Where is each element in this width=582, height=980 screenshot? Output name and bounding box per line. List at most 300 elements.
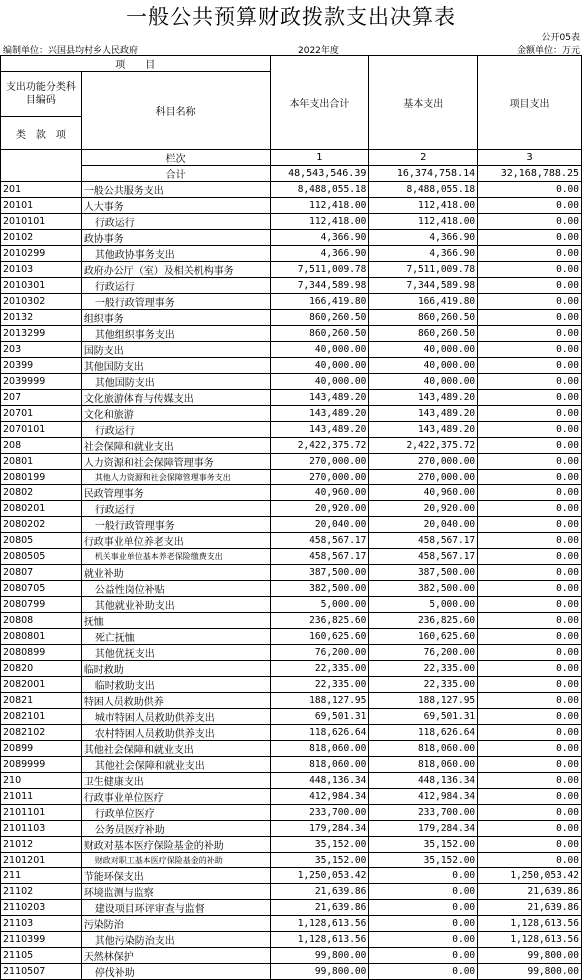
value-project-cell: 0.00 [478, 692, 582, 708]
name-cell: 国防支出 [81, 342, 270, 358]
value-project-cell: 0.00 [478, 501, 582, 517]
value-basic-cell: 40,960.00 [369, 485, 478, 501]
value-basic-cell: 860,260.50 [369, 326, 478, 342]
table-row [1, 820, 582, 836]
name-cell: 其他组织事务支出 [81, 326, 270, 342]
value-project-cell: 0.00 [478, 485, 582, 501]
table-row [1, 916, 582, 932]
value-total-cell: 143,489.20 [270, 406, 369, 422]
table-row [1, 310, 582, 326]
money-unit-label: 金额单位：万元 [516, 46, 580, 56]
item-group-header: 项 目 [1, 56, 271, 72]
code-cell: 20899 [1, 740, 82, 756]
type-label: 类 [15, 129, 26, 141]
name-cell: 人力资源和社会保障管理事务 [81, 454, 270, 470]
value-total-cell: 270,000.00 [270, 470, 369, 485]
table-row [1, 596, 582, 612]
value-basic-cell: 458,567.17 [369, 533, 478, 549]
value-project-cell: 0.00 [478, 708, 582, 724]
value-project-cell: 0.00 [478, 549, 582, 564]
value-project-cell: 0.00 [478, 612, 582, 628]
code-cell: 20701 [1, 406, 82, 422]
value-total-cell: 233,700.00 [270, 804, 369, 820]
name-cell: 特困人员救助供养 [81, 692, 270, 708]
year-label: 2022年度 [298, 46, 339, 56]
table-code: 公开05表 [541, 33, 580, 43]
table-row [1, 549, 582, 564]
value-basic-cell: 40,000.00 [369, 374, 478, 390]
name-cell: 人大事务 [81, 198, 270, 214]
value-total-cell: 1,250,053.42 [270, 868, 369, 884]
value-project-cell: 0.00 [478, 326, 582, 342]
value-project-cell: 0.00 [478, 406, 582, 422]
value-total-cell: 118,626.64 [270, 724, 369, 740]
value-basic-cell: 35,152.00 [369, 852, 478, 867]
value-total-cell: 387,500.00 [270, 564, 369, 580]
value-basic-cell: 270,000.00 [369, 470, 478, 485]
value-basic-cell: 35,152.00 [369, 836, 478, 852]
value-basic-cell: 412,984.34 [369, 788, 478, 804]
value-project-cell: 0.00 [478, 182, 582, 198]
value-total-cell: 22,335.00 [270, 660, 369, 676]
value-basic-cell: 2,422,375.72 [369, 438, 478, 454]
value-total-cell: 40,960.00 [270, 485, 369, 501]
table-row [1, 612, 582, 628]
value-total-cell: 818,060.00 [270, 756, 369, 772]
name-cell: 临时救助 [81, 660, 270, 676]
table-row [1, 900, 582, 916]
name-cell: 农村特困人员救助供养支出 [81, 724, 270, 740]
code-cell: 21102 [1, 884, 82, 900]
value-basic-cell: 818,060.00 [369, 756, 478, 772]
table-row [1, 262, 582, 278]
value-project-cell: 0.00 [478, 438, 582, 454]
value-basic-cell: 0.00 [369, 868, 478, 884]
value-basic-cell: 448,136.34 [369, 772, 478, 788]
table-row [1, 485, 582, 501]
table-row [1, 932, 582, 948]
code-cell: 2010101 [1, 214, 82, 230]
value-total-cell: 21,639.86 [270, 884, 369, 900]
name-cell: 一般行政管理事务 [81, 517, 270, 533]
code-cell: 2080202 [1, 517, 82, 533]
value-basic-cell: 40,000.00 [369, 342, 478, 358]
code-cell: 2089999 [1, 756, 82, 772]
table-row [1, 740, 582, 756]
value-total-cell: 4,366.90 [270, 246, 369, 262]
code-cell: 2013299 [1, 326, 82, 342]
table-row [1, 454, 582, 470]
table-row [1, 772, 582, 788]
value-total-cell: 20,920.00 [270, 501, 369, 517]
value-basic-cell: 160,625.60 [369, 628, 478, 644]
value-project-cell: 0.00 [478, 852, 582, 867]
value-project-cell: 0.00 [478, 676, 582, 692]
value-basic-cell: 860,260.50 [369, 310, 478, 326]
value-total-cell: 270,000.00 [270, 454, 369, 470]
table-row [1, 406, 582, 422]
table-row [1, 580, 582, 596]
value-total-cell: 4,366.90 [270, 230, 369, 246]
value-project-cell: 0.00 [478, 230, 582, 246]
name-cell: 民政管理事务 [81, 485, 270, 501]
value-project-cell: 0.00 [478, 788, 582, 804]
code-cell: 211 [1, 868, 82, 884]
name-cell: 组织事务 [81, 310, 270, 326]
value-total-cell: 179,284.34 [270, 820, 369, 836]
table-row [1, 852, 582, 867]
value-total-cell: 166,419.80 [270, 294, 369, 310]
code-cell: 2080801 [1, 628, 82, 644]
value-basic-cell: 22,335.00 [369, 676, 478, 692]
value-total-cell: 7,511,009.78 [270, 262, 369, 278]
name-cell: 行政运行 [81, 214, 270, 230]
item-label: 项 [55, 129, 66, 141]
value-basic-cell: 188,127.95 [369, 692, 478, 708]
name-cell: 其他社会保障和就业支出 [81, 740, 270, 756]
name-cell: 污染防治 [81, 916, 270, 932]
table-row [1, 724, 582, 740]
code-cell: 21105 [1, 948, 82, 964]
value-basic-cell: 0.00 [369, 900, 478, 916]
code-cell: 20399 [1, 358, 82, 374]
table-row [1, 342, 582, 358]
page-title: 一般公共预算财政拨款支出决算表 [126, 5, 456, 29]
code-cell: 21012 [1, 836, 82, 852]
table-row [1, 390, 582, 406]
value-basic-cell: 143,489.20 [369, 390, 478, 406]
name-cell: 建设项目环评审查与监督 [81, 900, 270, 916]
code-cell: 2080899 [1, 644, 82, 660]
value-basic-cell: 818,060.00 [369, 740, 478, 756]
name-cell: 城市特困人员救助供养支出 [81, 708, 270, 724]
value-project-cell: 0.00 [478, 422, 582, 438]
code-cell: 20102 [1, 230, 82, 246]
name-cell: 其他人力资源和社会保障管理事务支出 [81, 470, 270, 485]
value-total-cell: 76,200.00 [270, 644, 369, 660]
name-cell: 其他优抚支出 [81, 644, 270, 660]
value-basic-cell: 0.00 [369, 884, 478, 900]
value-basic-cell: 76,200.00 [369, 644, 478, 660]
table-row [1, 644, 582, 660]
value-total-cell: 112,418.00 [270, 198, 369, 214]
value-project-cell: 0.00 [478, 644, 582, 660]
code-cell: 21103 [1, 916, 82, 932]
value-project-cell: 1,128,613.56 [478, 932, 582, 948]
name-cell: 其他污染防治支出 [81, 932, 270, 948]
code-cell: 2080799 [1, 596, 82, 612]
value-total-cell: 412,984.34 [270, 788, 369, 804]
code-cell: 20802 [1, 485, 82, 501]
value-basic-cell: 233,700.00 [369, 804, 478, 820]
name-cell: 文化旅游体育与传媒支出 [81, 390, 270, 406]
code-cell: 210 [1, 772, 82, 788]
name-cell: 卫生健康支出 [81, 772, 270, 788]
value-project-cell: 0.00 [478, 660, 582, 676]
value-total-cell: 1,128,613.56 [270, 932, 369, 948]
value-basic-cell: 236,825.60 [369, 612, 478, 628]
code-cell: 2101101 [1, 804, 82, 820]
value-basic-cell: 69,501.31 [369, 708, 478, 724]
code-cell: 2039999 [1, 374, 82, 390]
table-row [1, 294, 582, 310]
value-basic-cell: 0.00 [369, 932, 478, 948]
value-project-cell: 0.00 [478, 374, 582, 390]
value-basic-cell: 179,284.34 [369, 820, 478, 836]
code-cell: 2082101 [1, 708, 82, 724]
value-project-cell: 0.00 [478, 564, 582, 580]
table-row [1, 868, 582, 884]
value-total-cell: 458,567.17 [270, 549, 369, 564]
code-cell: 20101 [1, 198, 82, 214]
value-total-cell: 35,152.00 [270, 852, 369, 867]
code-cell: 2110507 [1, 964, 82, 980]
name-cell: 一般行政管理事务 [81, 294, 270, 310]
code-cell: 20103 [1, 262, 82, 278]
value-total-cell: 2,422,375.72 [270, 438, 369, 454]
code-cell: 20805 [1, 533, 82, 549]
total-value-2: 16,374,758.14 [369, 166, 478, 182]
code-cell: 2080505 [1, 549, 82, 564]
value-total-cell: 112,418.00 [270, 214, 369, 230]
value-total-cell: 8,488,055.18 [270, 182, 369, 198]
table-row [1, 182, 582, 198]
value-total-cell: 860,260.50 [270, 310, 369, 326]
name-cell: 停伐补助 [81, 964, 270, 980]
table-row [1, 214, 582, 230]
table-row [1, 692, 582, 708]
value-total-cell: 40,000.00 [270, 358, 369, 374]
name-cell: 公务员医疗补助 [81, 820, 270, 836]
value-basic-cell: 0.00 [369, 964, 478, 980]
value-total-cell: 143,489.20 [270, 422, 369, 438]
value-project-cell: 21,639.86 [478, 884, 582, 900]
table-row [1, 660, 582, 676]
value-project-cell: 0.00 [478, 772, 582, 788]
value-project-cell: 99,800.00 [478, 964, 582, 980]
value-total-cell: 22,335.00 [270, 676, 369, 692]
value-project-cell: 0.00 [478, 820, 582, 836]
value-project-cell: 0.00 [478, 533, 582, 549]
table-row [1, 708, 582, 724]
name-cell: 行政单位医疗 [81, 804, 270, 820]
name-cell: 行政事业单位养老支出 [81, 533, 270, 549]
table-row [1, 501, 582, 517]
value-basic-cell: 0.00 [369, 916, 478, 932]
table-row [1, 374, 582, 390]
col-number-2: 2 [369, 150, 478, 166]
value-project-cell: 1,250,053.42 [478, 868, 582, 884]
value-project-cell: 0.00 [478, 342, 582, 358]
value-basic-cell: 5,000.00 [369, 596, 478, 612]
value-total-cell: 188,127.95 [270, 692, 369, 708]
value-project-cell: 0.00 [478, 596, 582, 612]
code-cell: 2110203 [1, 900, 82, 916]
code-cell: 207 [1, 390, 82, 406]
code-cell: 2101201 [1, 852, 82, 867]
name-cell: 行政运行 [81, 422, 270, 438]
col-basic-header: 基本支出 [369, 56, 478, 150]
value-basic-cell: 22,335.00 [369, 660, 478, 676]
value-basic-cell: 20,920.00 [369, 501, 478, 517]
value-basic-cell: 458,567.17 [369, 549, 478, 564]
table-row [1, 326, 582, 342]
value-project-cell: 0.00 [478, 836, 582, 852]
value-project-cell: 0.00 [478, 454, 582, 470]
table-row [1, 564, 582, 580]
value-total-cell: 1,128,613.56 [270, 916, 369, 932]
value-basic-cell: 40,000.00 [369, 358, 478, 374]
value-basic-cell: 7,344,589.98 [369, 278, 478, 294]
name-cell: 其他社会保障和就业支出 [81, 756, 270, 772]
table-row [1, 964, 582, 980]
value-project-cell: 0.00 [478, 358, 582, 374]
code-cell: 20807 [1, 564, 82, 580]
value-project-cell: 0.00 [478, 246, 582, 262]
value-basic-cell: 118,626.64 [369, 724, 478, 740]
name-cell: 财政对基本医疗保险基金的补助 [81, 836, 270, 852]
col-total-header: 本年支出合计 [270, 56, 369, 150]
value-project-cell: 0.00 [478, 724, 582, 740]
value-basic-cell: 4,366.90 [369, 230, 478, 246]
value-basic-cell: 20,040.00 [369, 517, 478, 533]
value-basic-cell: 4,366.90 [369, 246, 478, 262]
name-cell: 机关事业单位基本养老保险缴费支出 [81, 549, 270, 564]
code-cell: 20801 [1, 454, 82, 470]
name-cell: 行政运行 [81, 278, 270, 294]
name-cell: 其他国防支出 [81, 374, 270, 390]
name-cell: 其他就业补助支出 [81, 596, 270, 612]
value-total-cell: 40,000.00 [270, 342, 369, 358]
name-cell: 其他国防支出 [81, 358, 270, 374]
value-project-cell: 0.00 [478, 198, 582, 214]
value-project-cell: 0.00 [478, 310, 582, 326]
value-basic-cell: 387,500.00 [369, 564, 478, 580]
value-total-cell: 7,344,589.98 [270, 278, 369, 294]
name-cell: 政府办公厅（室）及相关机构事务 [81, 262, 270, 278]
value-project-cell: 0.00 [478, 517, 582, 533]
code-cell: 20820 [1, 660, 82, 676]
name-cell: 社会保障和就业支出 [81, 438, 270, 454]
table-row [1, 246, 582, 262]
value-project-cell: 0.00 [478, 740, 582, 756]
name-cell: 公益性岗位补贴 [81, 580, 270, 596]
name-cell: 政协事务 [81, 230, 270, 246]
value-total-cell: 236,825.60 [270, 612, 369, 628]
value-project-cell: 1,128,613.56 [478, 916, 582, 932]
name-cell: 一般公共服务支出 [81, 182, 270, 198]
code-cell: 20132 [1, 310, 82, 326]
value-total-cell: 160,625.60 [270, 628, 369, 644]
name-cell: 环境监测与监察 [81, 884, 270, 900]
value-basic-cell: 112,418.00 [369, 198, 478, 214]
table-row [1, 788, 582, 804]
table-row [1, 422, 582, 438]
col-number-1: 1 [270, 150, 369, 166]
name-cell: 行政事业单位医疗 [81, 788, 270, 804]
table-row [1, 884, 582, 900]
code-cell: 201 [1, 182, 82, 198]
value-total-cell: 69,501.31 [270, 708, 369, 724]
value-project-cell: 0.00 [478, 262, 582, 278]
value-total-cell: 40,000.00 [270, 374, 369, 390]
func-code-header: 支出功能分类科目编码 [1, 72, 82, 117]
code-cell: 2080705 [1, 580, 82, 596]
value-project-cell: 0.00 [478, 214, 582, 230]
value-project-cell: 21,639.86 [478, 900, 582, 916]
name-cell: 财政对职工基本医疗保险基金的补助 [81, 852, 270, 867]
name-cell: 抚恤 [81, 612, 270, 628]
value-total-cell: 448,136.34 [270, 772, 369, 788]
name-cell: 就业补助 [81, 564, 270, 580]
unit-label: 编制单位：兴国县均村乡人民政府 [3, 46, 139, 56]
col-project-header: 项目支出 [478, 56, 582, 150]
value-basic-cell: 112,418.00 [369, 214, 478, 230]
value-project-cell: 0.00 [478, 470, 582, 485]
value-basic-cell: 0.00 [369, 948, 478, 964]
type-section-item-header [1, 117, 82, 150]
table-row [1, 230, 582, 246]
value-total-cell: 5,000.00 [270, 596, 369, 612]
name-cell: 其他政协事务支出 [81, 246, 270, 262]
value-project-cell: 0.00 [478, 390, 582, 406]
code-cell: 2080199 [1, 470, 82, 485]
value-total-cell: 21,639.86 [270, 900, 369, 916]
code-cell: 2082001 [1, 676, 82, 692]
name-cell: 行政运行 [81, 501, 270, 517]
code-cell: 21011 [1, 788, 82, 804]
section-label: 款 [35, 129, 46, 141]
code-cell: 2101103 [1, 820, 82, 836]
value-project-cell: 99,800.00 [478, 948, 582, 964]
name-cell: 节能环保支出 [81, 868, 270, 884]
value-basic-cell: 270,000.00 [369, 454, 478, 470]
code-cell: 2070101 [1, 422, 82, 438]
value-total-cell: 860,260.50 [270, 326, 369, 342]
code-cell: 208 [1, 438, 82, 454]
table-row [1, 517, 582, 533]
value-total-cell: 143,489.20 [270, 390, 369, 406]
total-value-1: 48,543,546.39 [270, 166, 369, 182]
table-row [1, 533, 582, 549]
name-cell: 临时救助支出 [81, 676, 270, 692]
total-label: 合计 [81, 166, 270, 182]
code-cell: 2080201 [1, 501, 82, 517]
code-cell: 20821 [1, 692, 82, 708]
value-project-cell: 0.00 [478, 628, 582, 644]
value-project-cell: 0.00 [478, 756, 582, 772]
table-row [1, 438, 582, 454]
index-spacer [1, 150, 82, 182]
value-basic-cell: 7,511,009.78 [369, 262, 478, 278]
code-cell: 2010299 [1, 246, 82, 262]
total-value-3: 32,168,788.25 [478, 166, 582, 182]
value-project-cell: 0.00 [478, 804, 582, 820]
value-total-cell: 99,800.00 [270, 948, 369, 964]
table-row [1, 804, 582, 820]
table-row [1, 470, 582, 485]
code-cell: 203 [1, 342, 82, 358]
value-project-cell: 0.00 [478, 580, 582, 596]
table-row [1, 628, 582, 644]
table-row [1, 676, 582, 692]
table-row [1, 836, 582, 852]
value-basic-cell: 143,489.20 [369, 422, 478, 438]
code-cell: 2010302 [1, 294, 82, 310]
value-total-cell: 458,567.17 [270, 533, 369, 549]
name-cell: 文化和旅游 [81, 406, 270, 422]
value-basic-cell: 143,489.20 [369, 406, 478, 422]
